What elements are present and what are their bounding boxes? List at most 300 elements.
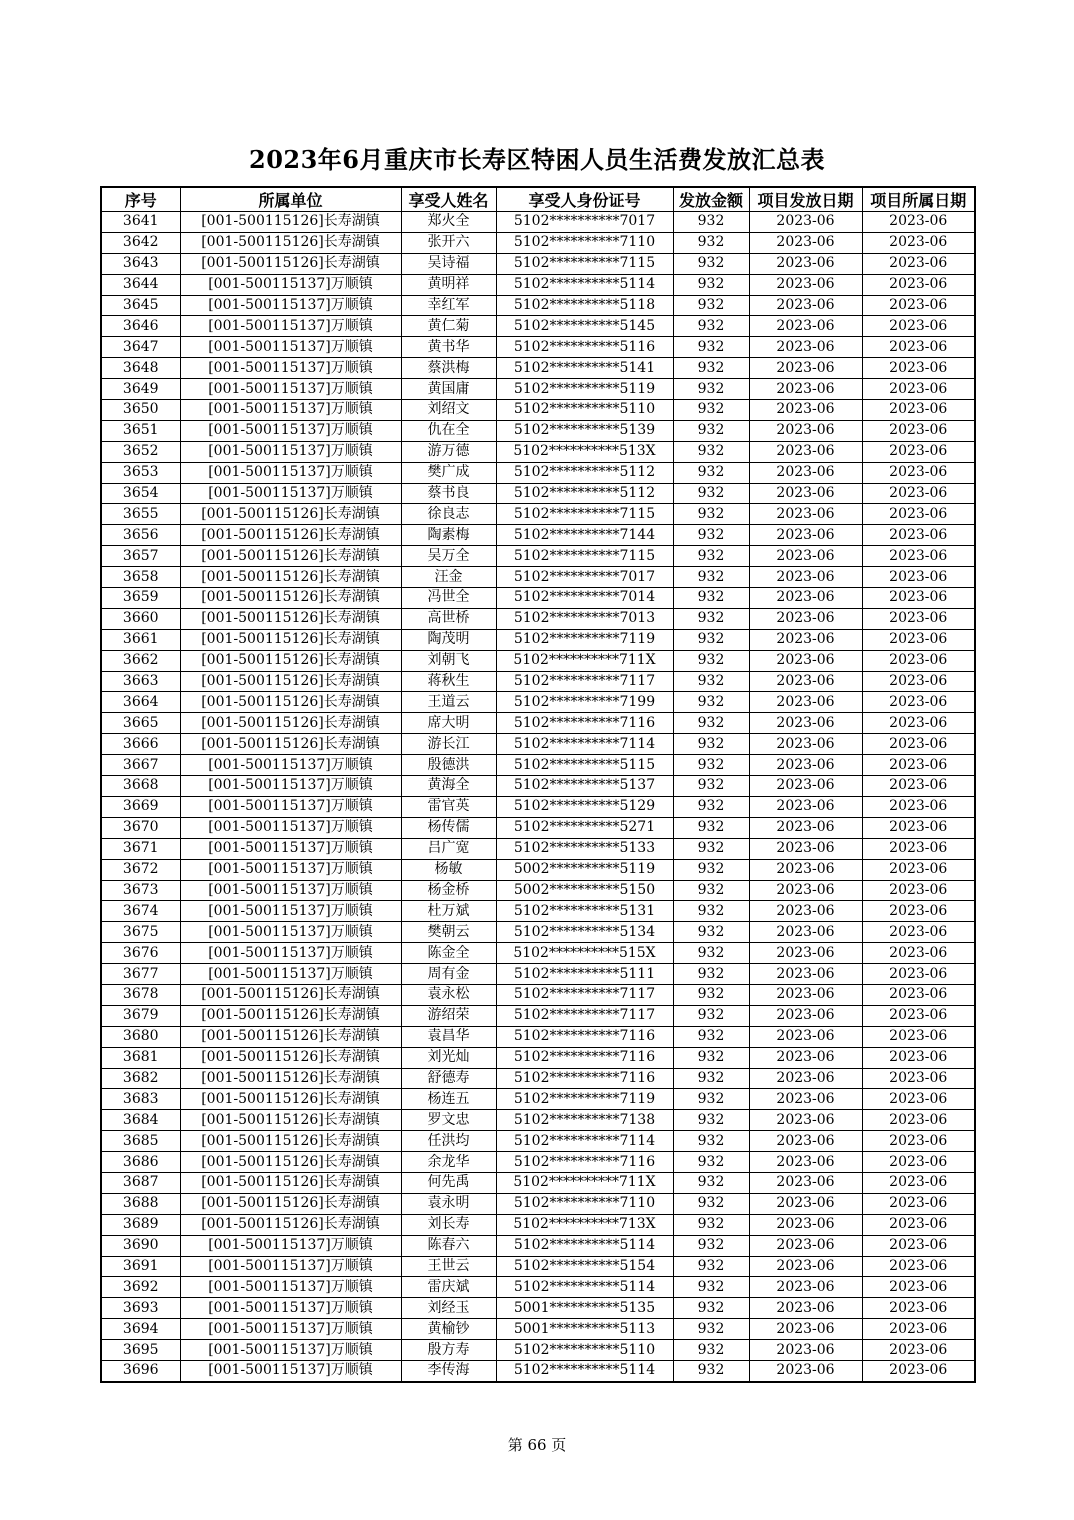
header-serial: 序号 — [101, 187, 180, 212]
cell-name: 袁昌华 — [401, 1026, 496, 1047]
table-row — [101, 1256, 975, 1277]
cell-period-date: 2023-06 — [862, 817, 975, 838]
cell-name: 杨敏 — [401, 859, 496, 880]
cell-period-date: 2023-06 — [862, 337, 975, 358]
cell-name: 陈金全 — [401, 943, 496, 964]
cell-serial: 3643 — [101, 253, 180, 274]
cell-issue-date: 2023-06 — [749, 1110, 862, 1131]
cell-unit: [001-500115126]长寿湖镇 — [180, 1068, 401, 1089]
cell-issue-date: 2023-06 — [749, 734, 862, 755]
cell-id-number: 5102**********7116 — [496, 1068, 673, 1089]
cell-serial: 3645 — [101, 295, 180, 316]
cell-amount: 932 — [673, 1110, 749, 1131]
cell-amount: 932 — [673, 880, 749, 901]
cell-issue-date: 2023-06 — [749, 420, 862, 441]
table-row — [101, 379, 975, 400]
cell-period-date: 2023-06 — [862, 964, 975, 985]
cell-amount: 932 — [673, 253, 749, 274]
cell-id-number: 5102**********7138 — [496, 1110, 673, 1131]
cell-amount: 932 — [673, 1235, 749, 1256]
cell-unit: [001-500115137]万顺镇 — [180, 316, 401, 337]
cell-id-number: 5102**********7014 — [496, 588, 673, 609]
cell-id-number: 5102**********5112 — [496, 462, 673, 483]
table-row — [101, 1110, 975, 1131]
table-row — [101, 1089, 975, 1110]
cell-period-date: 2023-06 — [862, 1360, 975, 1381]
table-row — [101, 671, 975, 692]
cell-amount: 932 — [673, 901, 749, 922]
cell-name: 袁永松 — [401, 984, 496, 1005]
cell-name: 汪金 — [401, 567, 496, 588]
cell-name: 蒋秋生 — [401, 671, 496, 692]
cell-unit: [001-500115137]万顺镇 — [180, 1340, 401, 1361]
cell-unit: [001-500115137]万顺镇 — [180, 755, 401, 776]
cell-id-number: 5102**********5110 — [496, 400, 673, 421]
cell-amount: 932 — [673, 358, 749, 379]
cell-id-number: 5102**********5271 — [496, 817, 673, 838]
cell-amount: 932 — [673, 337, 749, 358]
cell-issue-date: 2023-06 — [749, 1319, 862, 1340]
cell-serial: 3693 — [101, 1298, 180, 1319]
cell-id-number: 5102**********5133 — [496, 838, 673, 859]
cell-name: 舒德寿 — [401, 1068, 496, 1089]
cell-amount: 932 — [673, 650, 749, 671]
cell-serial: 3655 — [101, 504, 180, 525]
table-row — [101, 1172, 975, 1193]
cell-name: 刘长寿 — [401, 1214, 496, 1235]
cell-name: 蔡书良 — [401, 483, 496, 504]
cell-name: 殷德洪 — [401, 755, 496, 776]
cell-amount: 932 — [673, 1360, 749, 1381]
cell-issue-date: 2023-06 — [749, 358, 862, 379]
cell-amount: 932 — [673, 984, 749, 1005]
cell-unit: [001-500115126]长寿湖镇 — [180, 567, 401, 588]
cell-amount: 932 — [673, 817, 749, 838]
cell-period-date: 2023-06 — [862, 504, 975, 525]
cell-amount: 932 — [673, 755, 749, 776]
cell-issue-date: 2023-06 — [749, 755, 862, 776]
cell-unit: [001-500115137]万顺镇 — [180, 901, 401, 922]
cell-name: 黄仁菊 — [401, 316, 496, 337]
cell-name: 高世桥 — [401, 608, 496, 629]
cell-unit: [001-500115137]万顺镇 — [180, 295, 401, 316]
cell-issue-date: 2023-06 — [749, 1235, 862, 1256]
cell-unit: [001-500115126]长寿湖镇 — [180, 232, 401, 253]
cell-serial: 3663 — [101, 671, 180, 692]
cell-serial: 3653 — [101, 462, 180, 483]
cell-serial: 3641 — [101, 212, 180, 233]
cell-serial: 3684 — [101, 1110, 180, 1131]
cell-id-number: 5102**********5114 — [496, 1235, 673, 1256]
cell-amount: 932 — [673, 441, 749, 462]
cell-name: 李传海 — [401, 1360, 496, 1381]
cell-period-date: 2023-06 — [862, 274, 975, 295]
cell-unit: [001-500115137]万顺镇 — [180, 943, 401, 964]
cell-name: 席大明 — [401, 713, 496, 734]
cell-unit: [001-500115126]长寿湖镇 — [180, 525, 401, 546]
cell-serial: 3659 — [101, 588, 180, 609]
cell-serial: 3642 — [101, 232, 180, 253]
cell-period-date: 2023-06 — [862, 1319, 975, 1340]
cell-unit: [001-500115137]万顺镇 — [180, 1319, 401, 1340]
cell-name: 黄书华 — [401, 337, 496, 358]
cell-name: 杨传儒 — [401, 817, 496, 838]
cell-period-date: 2023-06 — [862, 483, 975, 504]
table-row — [101, 1235, 975, 1256]
cell-issue-date: 2023-06 — [749, 1193, 862, 1214]
table-row — [101, 232, 975, 253]
cell-unit: [001-500115126]长寿湖镇 — [180, 1131, 401, 1152]
table-row — [101, 1152, 975, 1173]
cell-period-date: 2023-06 — [862, 212, 975, 233]
cell-id-number: 5102**********513X — [496, 441, 673, 462]
cell-issue-date: 2023-06 — [749, 1172, 862, 1193]
cell-serial: 3658 — [101, 567, 180, 588]
cell-unit: [001-500115126]长寿湖镇 — [180, 1214, 401, 1235]
cell-serial: 3694 — [101, 1319, 180, 1340]
cell-amount: 932 — [673, 212, 749, 233]
cell-id-number: 5102**********713X — [496, 1214, 673, 1235]
cell-unit: [001-500115137]万顺镇 — [180, 1256, 401, 1277]
cell-serial: 3686 — [101, 1152, 180, 1173]
cell-amount: 932 — [673, 1340, 749, 1361]
cell-amount: 932 — [673, 1026, 749, 1047]
table-row — [101, 755, 975, 776]
cell-serial: 3672 — [101, 859, 180, 880]
cell-issue-date: 2023-06 — [749, 901, 862, 922]
table-row — [101, 838, 975, 859]
table-row — [101, 984, 975, 1005]
table-row — [101, 253, 975, 274]
cell-issue-date: 2023-06 — [749, 567, 862, 588]
cell-period-date: 2023-06 — [862, 1235, 975, 1256]
cell-issue-date: 2023-06 — [749, 483, 862, 504]
cell-id-number: 5002**********5150 — [496, 880, 673, 901]
cell-unit: [001-500115137]万顺镇 — [180, 922, 401, 943]
cell-period-date: 2023-06 — [862, 901, 975, 922]
cell-period-date: 2023-06 — [862, 1152, 975, 1173]
cell-name: 任洪均 — [401, 1131, 496, 1152]
cell-period-date: 2023-06 — [862, 567, 975, 588]
cell-issue-date: 2023-06 — [749, 692, 862, 713]
cell-unit: [001-500115126]长寿湖镇 — [180, 734, 401, 755]
cell-id-number: 5102**********7017 — [496, 212, 673, 233]
cell-issue-date: 2023-06 — [749, 650, 862, 671]
cell-amount: 932 — [673, 546, 749, 567]
header-amount: 发放金额 — [673, 187, 749, 212]
cell-issue-date: 2023-06 — [749, 1068, 862, 1089]
cell-serial: 3674 — [101, 901, 180, 922]
cell-unit: [001-500115137]万顺镇 — [180, 838, 401, 859]
table-row — [101, 1214, 975, 1235]
table-row — [101, 1319, 975, 1340]
cell-serial: 3677 — [101, 964, 180, 985]
cell-period-date: 2023-06 — [862, 1256, 975, 1277]
cell-unit: [001-500115137]万顺镇 — [180, 337, 401, 358]
cell-amount: 932 — [673, 1089, 749, 1110]
cell-id-number: 5102**********711X — [496, 650, 673, 671]
cell-id-number: 5102**********5145 — [496, 316, 673, 337]
cell-issue-date: 2023-06 — [749, 838, 862, 859]
cell-serial: 3668 — [101, 776, 180, 797]
cell-amount: 932 — [673, 629, 749, 650]
cell-unit: [001-500115137]万顺镇 — [180, 1298, 401, 1319]
cell-issue-date: 2023-06 — [749, 441, 862, 462]
cell-name: 周有金 — [401, 964, 496, 985]
header-id-number: 享受人身份证号 — [496, 187, 673, 212]
cell-name: 蔡洪梅 — [401, 358, 496, 379]
cell-amount: 932 — [673, 776, 749, 797]
cell-period-date: 2023-06 — [862, 776, 975, 797]
cell-issue-date: 2023-06 — [749, 232, 862, 253]
table-row — [101, 1047, 975, 1068]
cell-serial: 3691 — [101, 1256, 180, 1277]
table-row — [101, 420, 975, 441]
cell-period-date: 2023-06 — [862, 796, 975, 817]
cell-issue-date: 2023-06 — [749, 1298, 862, 1319]
table-row — [101, 358, 975, 379]
cell-issue-date: 2023-06 — [749, 1360, 862, 1381]
header-name: 享受人姓名 — [401, 187, 496, 212]
table-row — [101, 943, 975, 964]
cell-name: 吕广宽 — [401, 838, 496, 859]
cell-name: 黄海全 — [401, 776, 496, 797]
cell-unit: [001-500115126]长寿湖镇 — [180, 629, 401, 650]
cell-name: 刘朝飞 — [401, 650, 496, 671]
cell-period-date: 2023-06 — [862, 859, 975, 880]
cell-id-number: 5001**********5113 — [496, 1319, 673, 1340]
cell-period-date: 2023-06 — [862, 755, 975, 776]
table-row — [101, 546, 975, 567]
cell-period-date: 2023-06 — [862, 1277, 975, 1298]
cell-serial: 3648 — [101, 358, 180, 379]
cell-issue-date: 2023-06 — [749, 608, 862, 629]
cell-name: 罗文忠 — [401, 1110, 496, 1131]
cell-period-date: 2023-06 — [862, 316, 975, 337]
cell-issue-date: 2023-06 — [749, 1277, 862, 1298]
table-header — [101, 187, 975, 212]
page-number: 第 66 页 — [507, 1436, 567, 1454]
cell-amount: 932 — [673, 1256, 749, 1277]
cell-unit: [001-500115126]长寿湖镇 — [180, 713, 401, 734]
cell-name: 杨金桥 — [401, 880, 496, 901]
cell-id-number: 5102**********7117 — [496, 671, 673, 692]
cell-amount: 932 — [673, 1319, 749, 1340]
cell-period-date: 2023-06 — [862, 984, 975, 1005]
cell-issue-date: 2023-06 — [749, 964, 862, 985]
cell-name: 陈春六 — [401, 1235, 496, 1256]
cell-amount: 932 — [673, 734, 749, 755]
table-body — [101, 212, 975, 1382]
cell-serial: 3646 — [101, 316, 180, 337]
cell-amount: 932 — [673, 1277, 749, 1298]
cell-id-number: 5102**********7110 — [496, 232, 673, 253]
cell-unit: [001-500115126]长寿湖镇 — [180, 253, 401, 274]
cell-unit: [001-500115126]长寿湖镇 — [180, 588, 401, 609]
cell-unit: [001-500115126]长寿湖镇 — [180, 1047, 401, 1068]
cell-id-number: 5102**********5119 — [496, 379, 673, 400]
cell-amount: 932 — [673, 922, 749, 943]
cell-unit: [001-500115137]万顺镇 — [180, 441, 401, 462]
cell-name: 王世云 — [401, 1256, 496, 1277]
cell-issue-date: 2023-06 — [749, 880, 862, 901]
cell-serial: 3673 — [101, 880, 180, 901]
cell-serial: 3666 — [101, 734, 180, 755]
cell-unit: [001-500115126]长寿湖镇 — [180, 1005, 401, 1026]
cell-issue-date: 2023-06 — [749, 922, 862, 943]
cell-id-number: 5102**********7116 — [496, 1047, 673, 1068]
cell-amount: 932 — [673, 525, 749, 546]
cell-issue-date: 2023-06 — [749, 504, 862, 525]
cell-amount: 932 — [673, 713, 749, 734]
cell-serial: 3678 — [101, 984, 180, 1005]
cell-period-date: 2023-06 — [862, 671, 975, 692]
cell-serial: 3652 — [101, 441, 180, 462]
cell-id-number: 5102**********711X — [496, 1172, 673, 1193]
cell-amount: 932 — [673, 588, 749, 609]
cell-amount: 932 — [673, 1005, 749, 1026]
cell-period-date: 2023-06 — [862, 1047, 975, 1068]
cell-period-date: 2023-06 — [862, 295, 975, 316]
cell-id-number: 5102**********7144 — [496, 525, 673, 546]
cell-amount: 932 — [673, 504, 749, 525]
cell-unit: [001-500115137]万顺镇 — [180, 274, 401, 295]
cell-serial: 3680 — [101, 1026, 180, 1047]
cell-name: 余龙华 — [401, 1152, 496, 1173]
cell-period-date: 2023-06 — [862, 525, 975, 546]
cell-amount: 932 — [673, 838, 749, 859]
cell-issue-date: 2023-06 — [749, 1152, 862, 1173]
cell-serial: 3689 — [101, 1214, 180, 1235]
cell-id-number: 5102**********7013 — [496, 608, 673, 629]
table-row — [101, 608, 975, 629]
cell-name: 仇在全 — [401, 420, 496, 441]
cell-serial: 3651 — [101, 420, 180, 441]
cell-id-number: 5102**********7119 — [496, 1089, 673, 1110]
cell-period-date: 2023-06 — [862, 713, 975, 734]
cell-unit: [001-500115137]万顺镇 — [180, 1360, 401, 1381]
cell-id-number: 5102**********5141 — [496, 358, 673, 379]
cell-amount: 932 — [673, 1131, 749, 1152]
cell-serial: 3667 — [101, 755, 180, 776]
cell-period-date: 2023-06 — [862, 1068, 975, 1089]
cell-name: 吴万全 — [401, 546, 496, 567]
table-row — [101, 1131, 975, 1152]
cell-period-date: 2023-06 — [862, 1089, 975, 1110]
cell-amount: 932 — [673, 943, 749, 964]
cell-period-date: 2023-06 — [862, 650, 975, 671]
cell-serial: 3664 — [101, 692, 180, 713]
cell-period-date: 2023-06 — [862, 943, 975, 964]
cell-issue-date: 2023-06 — [749, 462, 862, 483]
cell-name: 杨连五 — [401, 1089, 496, 1110]
cell-issue-date: 2023-06 — [749, 400, 862, 421]
cell-period-date: 2023-06 — [862, 1131, 975, 1152]
cell-id-number: 5102**********7017 — [496, 567, 673, 588]
table-row — [101, 692, 975, 713]
cell-issue-date: 2023-06 — [749, 1026, 862, 1047]
table-row — [101, 1068, 975, 1089]
cell-issue-date: 2023-06 — [749, 984, 862, 1005]
cell-period-date: 2023-06 — [862, 629, 975, 650]
cell-issue-date: 2023-06 — [749, 1340, 862, 1361]
cell-period-date: 2023-06 — [862, 1026, 975, 1047]
header-row — [101, 187, 975, 212]
cell-serial: 3687 — [101, 1172, 180, 1193]
cell-serial: 3669 — [101, 796, 180, 817]
cell-unit: [001-500115137]万顺镇 — [180, 379, 401, 400]
cell-name: 袁永明 — [401, 1193, 496, 1214]
table-row — [101, 462, 975, 483]
cell-period-date: 2023-06 — [862, 1340, 975, 1361]
cell-serial: 3692 — [101, 1277, 180, 1298]
cell-issue-date: 2023-06 — [749, 274, 862, 295]
cell-id-number: 5102**********5116 — [496, 337, 673, 358]
cell-period-date: 2023-06 — [862, 546, 975, 567]
cell-unit: [001-500115126]长寿湖镇 — [180, 1026, 401, 1047]
cell-serial: 3682 — [101, 1068, 180, 1089]
cell-name: 杜万斌 — [401, 901, 496, 922]
table-row — [101, 629, 975, 650]
document-title: 2023年6月重庆市长寿区特困人员生活费发放汇总表 — [249, 145, 825, 174]
cell-unit: [001-500115137]万顺镇 — [180, 880, 401, 901]
cell-name: 黄榆钞 — [401, 1319, 496, 1340]
cell-unit: [001-500115126]长寿湖镇 — [180, 984, 401, 1005]
cell-amount: 932 — [673, 400, 749, 421]
cell-name: 雷庆斌 — [401, 1277, 496, 1298]
cell-id-number: 5102**********5112 — [496, 483, 673, 504]
cell-period-date: 2023-06 — [862, 253, 975, 274]
cell-id-number: 5102**********5114 — [496, 274, 673, 295]
cell-id-number: 5102**********5154 — [496, 1256, 673, 1277]
cell-period-date: 2023-06 — [862, 1298, 975, 1319]
cell-unit: [001-500115126]长寿湖镇 — [180, 692, 401, 713]
cell-unit: [001-500115137]万顺镇 — [180, 1277, 401, 1298]
cell-id-number: 5102**********5114 — [496, 1277, 673, 1298]
cell-unit: [001-500115126]长寿湖镇 — [180, 1193, 401, 1214]
cell-id-number: 5001**********5135 — [496, 1298, 673, 1319]
cell-serial: 3670 — [101, 817, 180, 838]
table-row — [101, 1277, 975, 1298]
cell-amount: 932 — [673, 1193, 749, 1214]
cell-unit: [001-500115137]万顺镇 — [180, 796, 401, 817]
table-row — [101, 1360, 975, 1381]
table-row — [101, 1340, 975, 1361]
cell-id-number: 5102**********7115 — [496, 546, 673, 567]
cell-name: 何先禹 — [401, 1172, 496, 1193]
cell-amount: 932 — [673, 1298, 749, 1319]
cell-issue-date: 2023-06 — [749, 1131, 862, 1152]
table-row — [101, 713, 975, 734]
cell-id-number: 5102**********5111 — [496, 964, 673, 985]
table-row — [101, 776, 975, 797]
cell-serial: 3675 — [101, 922, 180, 943]
cell-amount: 932 — [673, 483, 749, 504]
table-row — [101, 859, 975, 880]
cell-unit: [001-500115126]长寿湖镇 — [180, 671, 401, 692]
cell-amount: 932 — [673, 671, 749, 692]
cell-period-date: 2023-06 — [862, 400, 975, 421]
cell-issue-date: 2023-06 — [749, 295, 862, 316]
cell-amount: 932 — [673, 608, 749, 629]
cell-serial: 3696 — [101, 1360, 180, 1381]
cell-id-number: 5102**********7116 — [496, 1026, 673, 1047]
cell-serial: 3690 — [101, 1235, 180, 1256]
cell-name: 黄明祥 — [401, 274, 496, 295]
cell-serial: 3679 — [101, 1005, 180, 1026]
table-row — [101, 504, 975, 525]
table-row — [101, 922, 975, 943]
